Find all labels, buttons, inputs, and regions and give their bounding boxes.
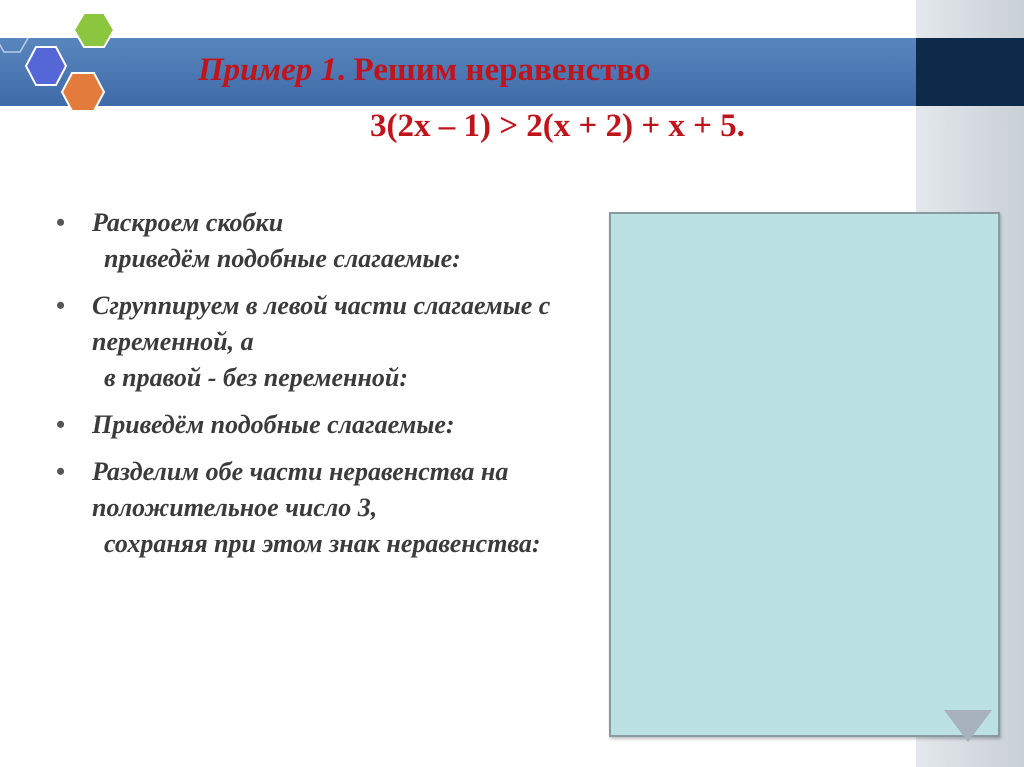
- title-heading: . Решим неравенство: [337, 52, 651, 88]
- list-item: [56, 288, 616, 396]
- step-text: Приведём подобные слагаемые:: [92, 410, 455, 439]
- down-chevron-icon: [938, 704, 998, 750]
- list-item: [56, 205, 616, 277]
- title-band-dark-end: [916, 38, 1024, 106]
- hexagon-cluster-logo: [0, 0, 130, 130]
- bullet: •: [56, 457, 66, 486]
- slide-title: [198, 50, 898, 146]
- list-item: [56, 407, 616, 443]
- hexagon-green-icon: [74, 13, 114, 47]
- hexagon-blue-icon: [26, 47, 66, 85]
- hexagon-outline-icon: [0, 24, 28, 52]
- step-text-continued: в правой - без переменной:: [104, 363, 409, 392]
- bullet: •: [56, 208, 66, 237]
- step-text: Разделим обе части неравенства на положительное число 3,: [92, 457, 509, 522]
- example-label: Пример 1: [198, 52, 338, 88]
- inequality: 3(2x – 1) > 2(x + 2) + x + 5.: [370, 108, 745, 144]
- step-text-continued: сохраняя при этом знак неравенства:: [104, 529, 541, 558]
- hexagon-orange-icon: [62, 73, 104, 111]
- step-text: Сгруппируем в левой части слагаемые с переменной, а: [92, 291, 551, 356]
- list-item: [56, 454, 616, 562]
- bullet: •: [56, 291, 66, 320]
- step-text-continued: приведём подобные слагаемые:: [104, 244, 461, 273]
- bullet: •: [56, 410, 66, 439]
- answer-box: [609, 212, 1000, 737]
- step-text: Раскроем скобки: [92, 208, 284, 237]
- steps-list: [56, 205, 616, 573]
